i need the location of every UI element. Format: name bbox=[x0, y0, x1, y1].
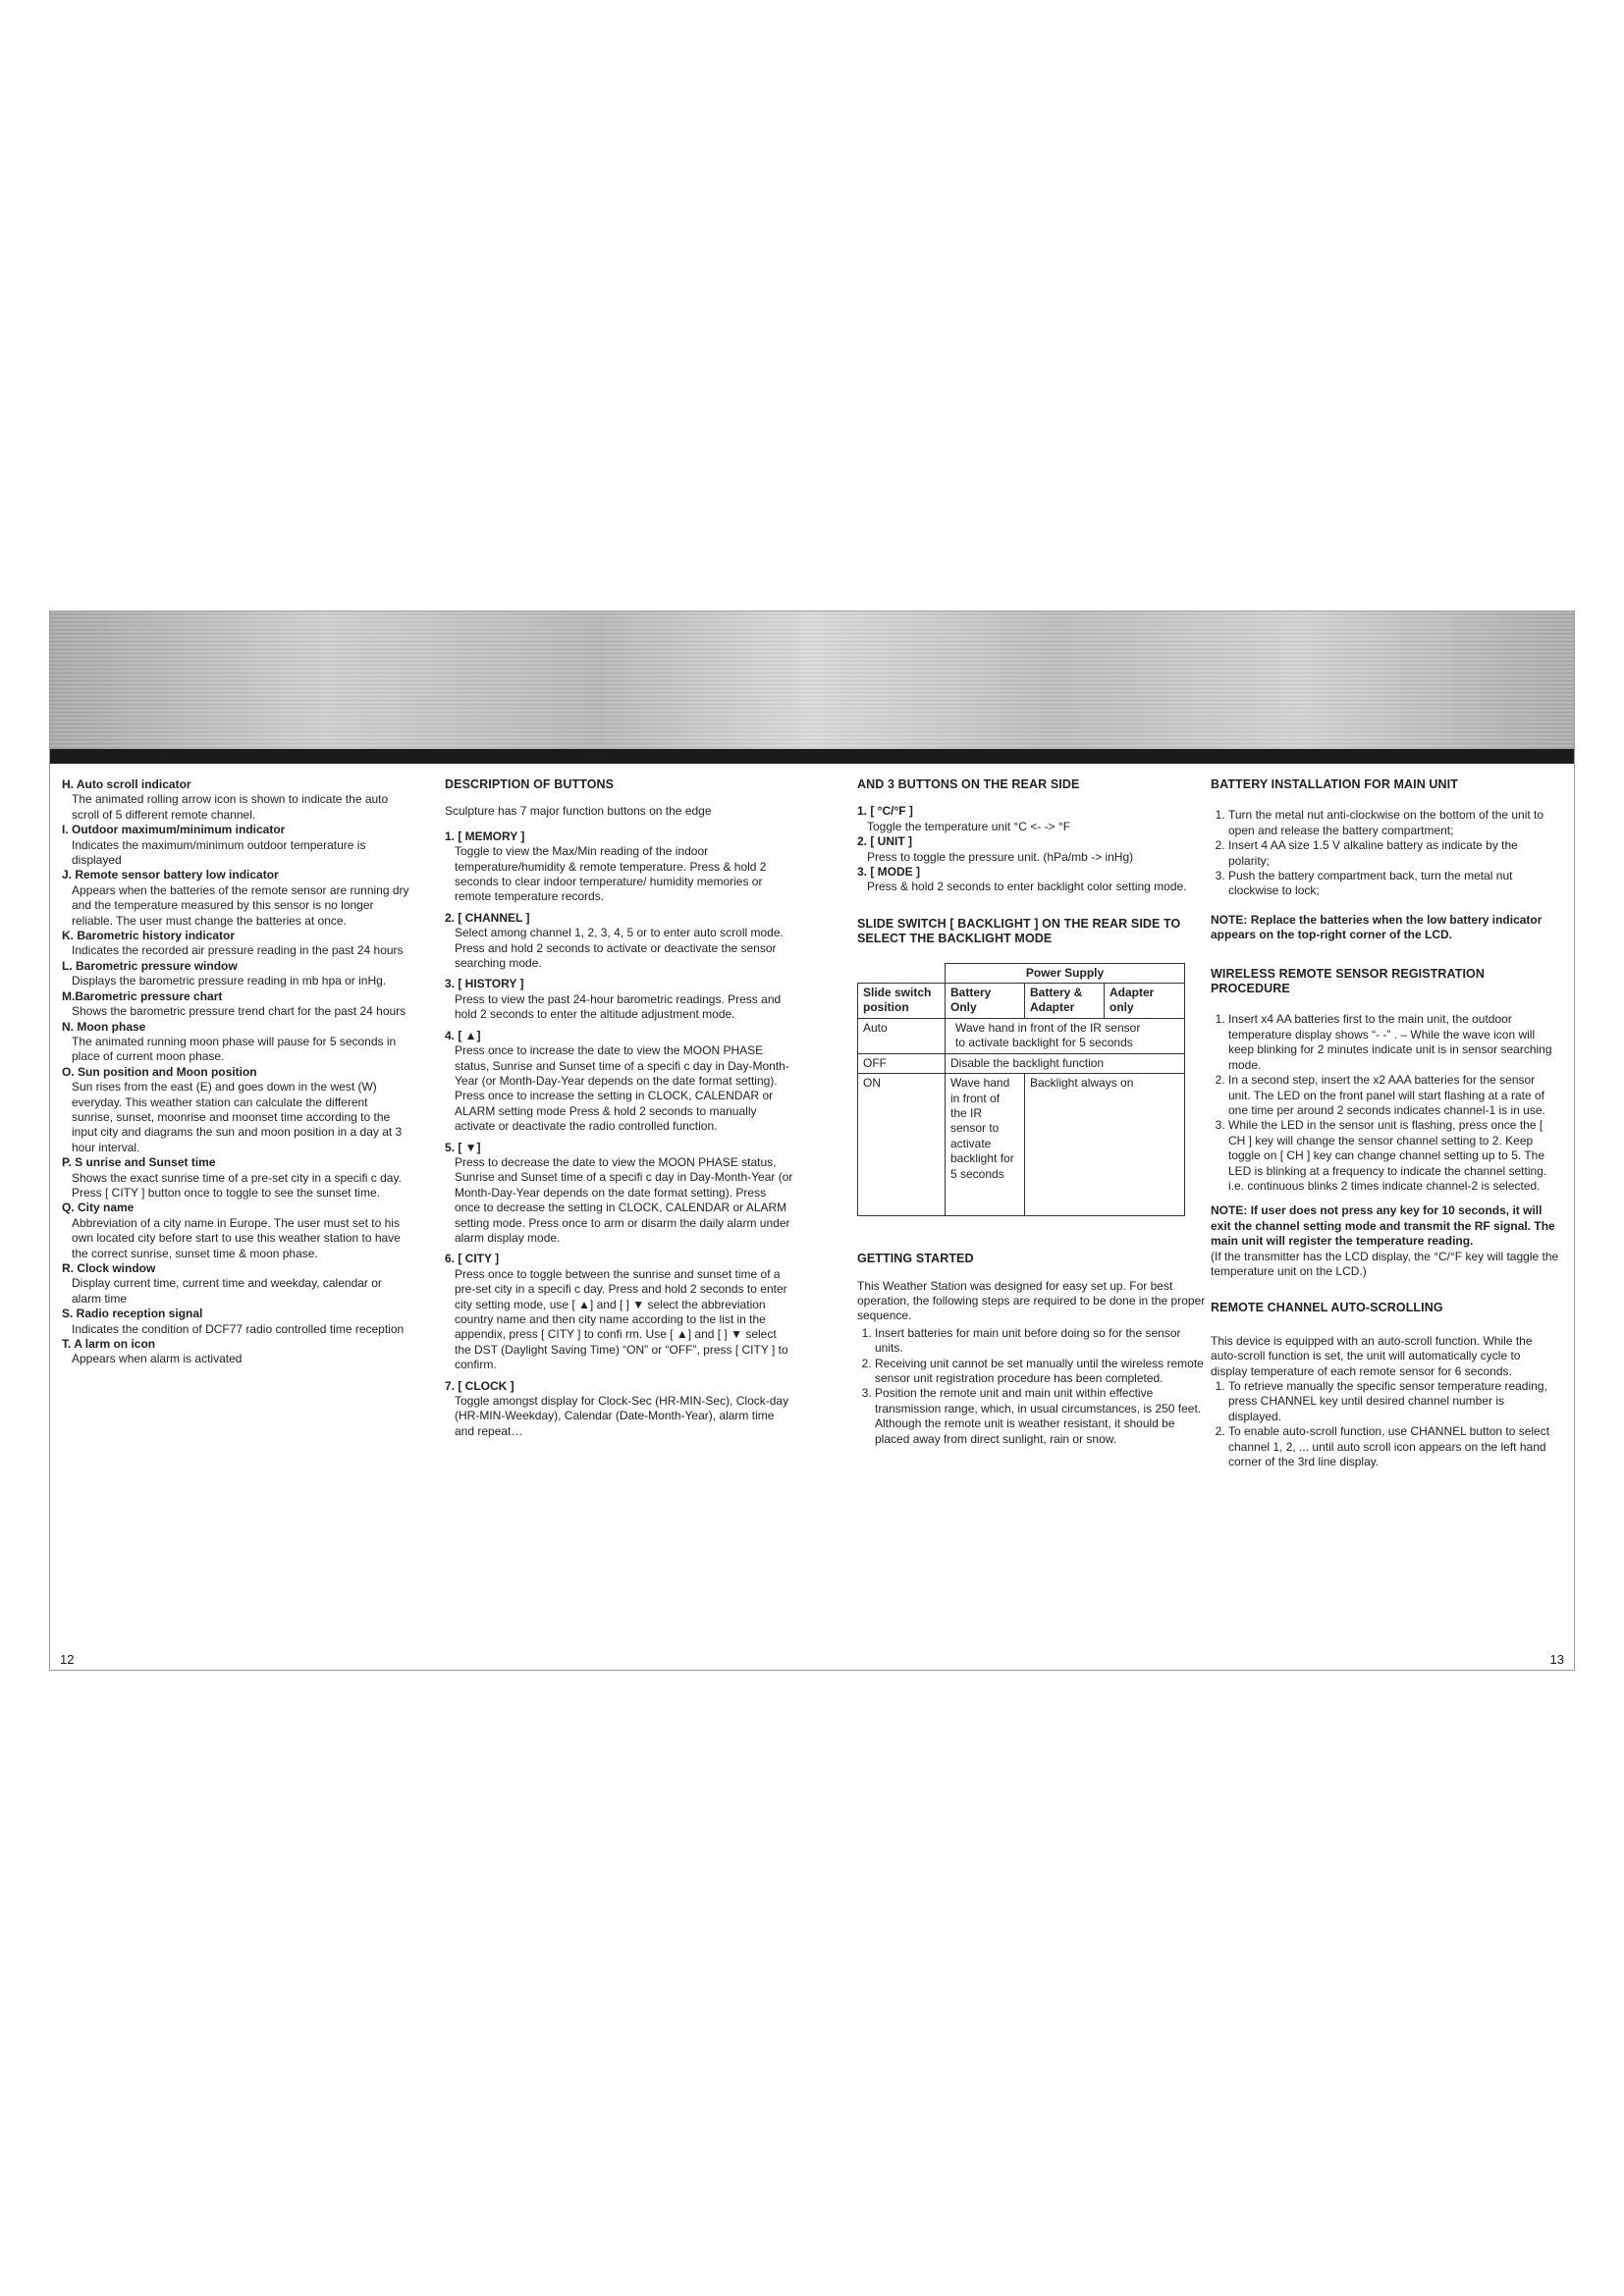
legend-item-desc: Abbreviation of a city name in Europe. The user must set to his own located city before start to use this weather station to have the correct sunrise, sunset time & moon phase. bbox=[72, 1215, 401, 1260]
banner-black-bar bbox=[50, 749, 1574, 764]
auto-scroll-step: 1. To retrieve manually the specific sensor temperature reading, press CHANNEL key until desired channel number is displayed. bbox=[1228, 1379, 1560, 1424]
legend-item bbox=[62, 1307, 411, 1337]
table-header-adapter: Adapter only bbox=[1105, 984, 1185, 1019]
button-entry-title: 7. [ CLOCK ] bbox=[445, 1378, 514, 1393]
column-battery bbox=[1211, 777, 1560, 1469]
button-entry bbox=[445, 1252, 794, 1372]
battery-heading: BATTERY INSTALLATION FOR MAIN UNIT bbox=[1211, 777, 1458, 791]
battery-step: 1. Turn the metal nut anti-clockwise on the bottom of the unit to open and release the battery compartment; bbox=[1228, 808, 1560, 838]
legend-item-title: I. Outdoor maximum/minimum indicator bbox=[62, 823, 286, 837]
page-number-right: 13 bbox=[1549, 1652, 1564, 1667]
button-entry-desc: Select among channel 1, 2, 3, 4, 5 or to enter auto scroll mode. Press and hold 2 seconds to activate or deactivate the sensor searching mode. bbox=[455, 926, 784, 971]
legend-item-desc: Displays the barometric pressure reading in mb hpa or inHg. bbox=[72, 974, 387, 988]
rear-button-entry bbox=[857, 865, 1207, 895]
battery-note-label: NOTE: bbox=[1211, 912, 1248, 927]
legend-item bbox=[62, 989, 411, 1020]
auto-scroll-intro: This device is equipped with an auto-scroll function. While the auto-scroll function is set, the unit will automatically cycle to display temperature of each remote sensor for 6 seconds. bbox=[1211, 1333, 1533, 1378]
rear-heading: AND 3 BUTTONS ON THE REAR SIDE bbox=[857, 777, 1080, 791]
button-entry-title: 2. [ CHANNEL ] bbox=[445, 910, 530, 925]
legend-item-desc: The animated running moon phase will pause for 5 seconds in place of current moon phase. bbox=[72, 1034, 397, 1064]
slide-switch-heading bbox=[857, 917, 1207, 947]
legend-item-desc: The animated rolling arrow icon is shown to indicate the auto scroll of 5 different remote channel. bbox=[72, 792, 389, 822]
slide-switch-heading-line1: SLIDE SWITCH [ BACKLIGHT ] ON THE REAR SIDE TO bbox=[857, 916, 1181, 931]
table-row-auto-text: Wave hand in front of the IR sensor to activate backlight for 5 seconds bbox=[946, 1018, 1185, 1053]
legend-item-title: S. Radio reception signal bbox=[62, 1307, 203, 1321]
legend-item bbox=[62, 1201, 411, 1261]
table-empty-corner bbox=[858, 963, 946, 983]
legend-item-desc: Display current time, current time and weekday, calendar or alarm time bbox=[72, 1276, 382, 1306]
registration-step: 3. While the LED in the sensor unit is flashing, press once the [ CH ] key will change the sensor channel setting to 2. Keep toggle on [ CH ] key can change channel setting up to 5. The LED is blinking at a frequency to indicate the channel setting. i.e. continuous blinks 2 times indicate channel-2 is selected. bbox=[1228, 1118, 1560, 1194]
rear-button-desc: Press to toggle the pressure unit. (hPa/mb -> inHg) bbox=[867, 849, 1134, 864]
auto-scroll-steps bbox=[1211, 1379, 1560, 1469]
legend-item-desc: Shows the exact sunrise time of a pre-set city in a specifi c day. Press [ CITY ] button once to toggle to see the sunset time. bbox=[72, 1170, 402, 1200]
buttons-heading: DESCRIPTION OF BUTTONS bbox=[445, 777, 615, 791]
legend-item-title: T. A larm on icon bbox=[62, 1337, 156, 1352]
getting-started-heading: GETTING STARTED bbox=[857, 1252, 974, 1266]
legend-item-desc: Sun rises from the east (E) and goes down in the west (W) everyday. This weather station can calculate the different sunrise, sunset, moonrise and moonset time according to the input city and diagrams the sun and moon position in a day at 3 hour interval. bbox=[72, 1080, 403, 1154]
registration-note bbox=[1211, 1203, 1560, 1249]
button-entry bbox=[445, 1379, 794, 1440]
table-row-on-pos: ON bbox=[858, 1074, 946, 1216]
battery-note bbox=[1211, 913, 1560, 943]
column-rear-side bbox=[857, 777, 1207, 1447]
legend-item bbox=[62, 959, 411, 989]
button-entry-desc: Press to decrease the date to view the MOON PHASE status, Sunrise and Sunset time of a specifi c day in Day-Month-Year (or Month-Day-Year depends on the date format setting). Press once to decrease the setting in CLOCK, CALENDAR or ALARM setting mode. Press once to arm or disarm the daily alarm under alarm display mode. bbox=[455, 1154, 793, 1245]
rear-button-title: 1. [ °C/°F ] bbox=[857, 804, 913, 819]
registration-steps bbox=[1211, 1012, 1560, 1194]
registration-note-text: If user does not press any key for 10 seconds, it will exit the channel setting mode and transmit the RF signal. The main unit will register the temperature reading. bbox=[1211, 1203, 1555, 1249]
getting-started-step: 2. Receiving unit cannot be set manually until the wireless remote sensor unit registration procedure has been completed. bbox=[875, 1357, 1207, 1387]
legend-item bbox=[62, 1020, 411, 1065]
legend-item-desc: Appears when alarm is activated bbox=[72, 1352, 243, 1366]
button-entry-title: 4. [ ▲] bbox=[445, 1028, 481, 1042]
legend-item bbox=[62, 868, 411, 929]
legend-item-desc: Appears when the batteries of the remote sensor are running dry and the temperature measured by this sensor is no longer reliable. The user must change the batteries at once. bbox=[72, 882, 409, 928]
rear-button-title: 2. [ UNIT ] bbox=[857, 834, 912, 849]
legend-item bbox=[62, 823, 411, 868]
button-entry-desc: Press once to increase the date to view the MOON PHASE status, Sunrise and Sunset time of a specifi c day in Day-Month-Year (or Month-Day-Year depends on the date format setting). Press once to increase the setting in CLOCK, CALENDAR or ALARM setting mode Press & hold 2 seconds to manually activate or deactivate the radio controlled function. bbox=[455, 1043, 789, 1134]
legend-item-desc: Indicates the condition of DCF77 radio controlled time reception bbox=[72, 1321, 405, 1336]
registration-heading: WIRELESS REMOTE SENSOR REGISTRATION PROCEDURE bbox=[1211, 966, 1485, 996]
page-number-left: 12 bbox=[60, 1652, 75, 1667]
legend-item-title: H. Auto scroll indicator bbox=[62, 777, 191, 791]
getting-started-intro: This Weather Station was designed for easy set up. For best operation, the following steps are required to be done in the proper sequence. bbox=[857, 1278, 1206, 1323]
getting-started-steps bbox=[857, 1326, 1207, 1447]
table-header-battery-adapter: Battery & Adapter bbox=[1025, 984, 1105, 1019]
registration-step: 2. In a second step, insert the x2 AAA batteries for the sensor unit. The LED on the front panel will start flashing at a rate of one time per around 2 seconds indicates channel-1 is in use. bbox=[1228, 1073, 1560, 1118]
rear-button-entry bbox=[857, 834, 1207, 865]
legend-item bbox=[62, 1155, 411, 1201]
column-buttons bbox=[445, 777, 794, 1439]
table-header-power-supply: Power Supply bbox=[946, 963, 1185, 983]
legend-item-title: K. Barometric history indicator bbox=[62, 929, 236, 943]
button-entry-desc: Toggle amongst display for Clock-Sec (HR-MIN-Sec), Clock-day (HR-MIN-Weekday), Calendar (Date-Month-Year), alarm time and repeat… bbox=[455, 1394, 789, 1438]
getting-started-step: 3. Position the remote unit and main unit within effective transmission range, which, in usual circumstances, is 250 feet. Although the remote unit is weather resistant, it should be placed away from direct sunlight, rain or snow. bbox=[875, 1386, 1207, 1447]
auto-scroll-step: 2. To enable auto-scroll function, use CHANNEL button to select channel 1, 2, ... until auto scroll icon appears on the left hand corner of the 3rd line display. bbox=[1228, 1424, 1560, 1469]
column-legend bbox=[62, 777, 411, 1367]
rear-button-desc: Toggle the temperature unit °C <- -> °F bbox=[867, 819, 1071, 833]
legend-item-title: R. Clock window bbox=[62, 1261, 156, 1275]
button-entry-title: 6. [ CITY ] bbox=[445, 1252, 500, 1266]
backlight-table bbox=[857, 963, 1185, 1216]
auto-scroll-heading: REMOTE CHANNEL AUTO-SCROLLING bbox=[1211, 1301, 1443, 1315]
button-entry bbox=[445, 829, 794, 905]
table-row-on-other: Backlight always on bbox=[1025, 1074, 1185, 1216]
registration-note-label: NOTE: bbox=[1211, 1203, 1248, 1218]
button-entry-title: 5. [ ▼] bbox=[445, 1140, 481, 1154]
legend-item bbox=[62, 777, 411, 823]
legend-item-title: N. Moon phase bbox=[62, 1019, 146, 1034]
legend-item-desc: Indicates the maximum/minimum outdoor temperature is displayed bbox=[72, 837, 366, 868]
table-header-slide: Slide switch position bbox=[858, 984, 946, 1019]
registration-note-after: (If the transmitter has the LCD display, the °C/°F key will taggle the temperature unit on the LCD.) bbox=[1211, 1249, 1559, 1278]
legend-item-title: O. Sun position and Moon position bbox=[62, 1064, 257, 1079]
slide-switch-heading-line2: SELECT THE BACKLIGHT MODE bbox=[857, 932, 1053, 946]
table-row-off-text: Disable the backlight function bbox=[946, 1053, 1185, 1073]
button-entry bbox=[445, 1029, 794, 1135]
rear-button-desc: Press & hold 2 seconds to enter backlight color setting mode. bbox=[867, 880, 1187, 894]
rear-buttons-list bbox=[857, 804, 1207, 894]
table-row-auto-pos: Auto bbox=[858, 1018, 946, 1053]
legend-item-desc: Indicates the recorded air pressure reading in the past 24 hours bbox=[72, 943, 404, 958]
legend-item bbox=[62, 1065, 411, 1155]
buttons-list bbox=[445, 829, 794, 1439]
legend-list bbox=[62, 777, 411, 1367]
legend-item bbox=[62, 929, 411, 959]
table-row-off-pos: OFF bbox=[858, 1053, 946, 1073]
button-entry-title: 3. [ HISTORY ] bbox=[445, 977, 524, 991]
legend-item bbox=[62, 1261, 411, 1307]
battery-note-text: Replace the batteries when the low battery indicator appears on the top-right corner of the LCD. bbox=[1211, 912, 1543, 942]
button-entry-desc: Toggle to view the Max/Min reading of the indoor temperature/humidity & remote temperature. Press & hold 2 seconds to clear indoor temperature/ humidity memories or remote temperature records. bbox=[455, 844, 767, 904]
rear-button-title: 3. [ MODE ] bbox=[857, 865, 921, 880]
button-entry-desc: Press once to toggle between the sunrise and sunset time of a pre-set city in a specifi c day. Press and hold 2 seconds to enter city setting mode, use [ ▲] and [ ] ▼ select the abbreviation country name and then city name according to the list in the appendix, press [ CITY ] to confi rm. Use [ ▲] and [ ] ▼ select the DST (Daylight Saving Time) “ON” or “OFF”, press [ CITY ] to confirm. bbox=[455, 1266, 788, 1372]
legend-item-title: P. S unrise and Sunset time bbox=[62, 1155, 216, 1170]
table-header-battery: Battery Only bbox=[946, 984, 1025, 1019]
legend-item-title: J. Remote sensor battery low indicator bbox=[62, 868, 279, 882]
registration-step: 1. Insert x4 AA batteries first to the main unit, the outdoor temperature display shows “- -” . – While the wave icon will keep blinking for 2 minutes indicate unit is in sensor searching mode. bbox=[1228, 1012, 1560, 1073]
brushed-metal-banner bbox=[50, 612, 1574, 749]
legend-item-title: L. Barometric pressure window bbox=[62, 958, 238, 973]
button-entry-desc: Press to view the past 24-hour barometric readings. Press and hold 2 seconds to enter the altitude adjustment mode. bbox=[455, 991, 782, 1022]
button-entry bbox=[445, 977, 794, 1022]
battery-step: 3. Push the battery compartment back, turn the metal nut clockwise to lock; bbox=[1228, 869, 1560, 899]
legend-item bbox=[62, 1337, 411, 1367]
battery-step: 2. Insert 4 AA size 1.5 V alkaline battery as indicate by the polarity; bbox=[1228, 838, 1560, 869]
getting-started-step: 1. Insert batteries for main unit before doing so for the sensor units. bbox=[875, 1326, 1207, 1357]
button-entry bbox=[445, 1141, 794, 1247]
buttons-intro: Sculpture has 7 major function buttons on the edge bbox=[445, 804, 712, 819]
rear-button-entry bbox=[857, 804, 1207, 834]
manual-spread bbox=[49, 611, 1575, 1671]
legend-item-desc: Shows the barometric pressure trend chart for the past 24 hours bbox=[72, 1004, 406, 1019]
button-entry bbox=[445, 911, 794, 972]
table-row-on-battery: Wave hand in front of the IR sensor to activate backlight for 5 seconds bbox=[946, 1074, 1025, 1216]
legend-item-title: M.Barometric pressure chart bbox=[62, 988, 223, 1003]
legend-item-title: Q. City name bbox=[62, 1201, 135, 1215]
button-entry-title: 1. [ MEMORY ] bbox=[445, 828, 525, 843]
battery-steps bbox=[1211, 808, 1560, 898]
